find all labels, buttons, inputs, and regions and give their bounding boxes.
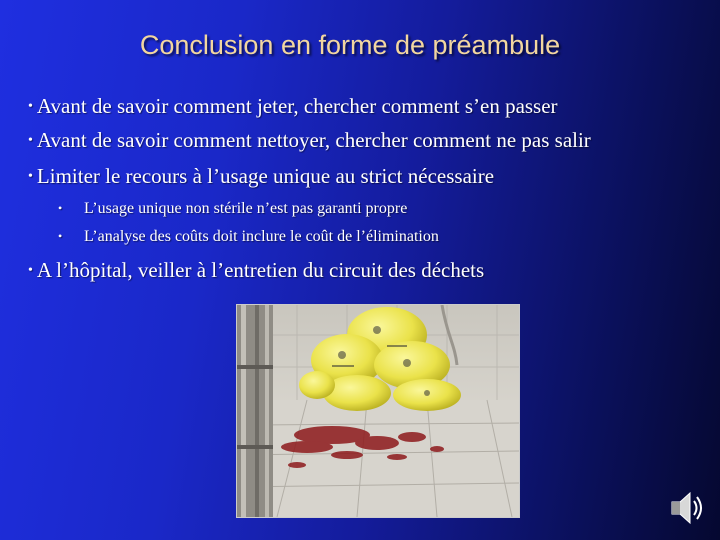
bullet-item: [28, 94, 558, 119]
sub-bullet-text: L’analyse des coûts doit inclure le coût de l’élimination: [84, 228, 439, 245]
bullet-item: [28, 164, 494, 189]
bullet-text: Avant de savoir comment nettoyer, chercher comment ne pas salir: [36, 128, 591, 152]
bullet-glyph: •: [28, 169, 33, 184]
sub-bullet-glyph: •: [58, 229, 63, 243]
bullet-glyph: •: [28, 133, 33, 148]
sub-bullet-item: [58, 200, 407, 218]
speaker-icon[interactable]: [668, 488, 708, 528]
bullet-text: A l’hôpital, veiller à l’entretien du circuit des déchets: [36, 258, 485, 282]
waste-bags-photo: [236, 304, 520, 518]
bullet-glyph: •: [28, 99, 33, 114]
bullet-text: Avant de savoir comment jeter, chercher comment s’en passer: [36, 94, 558, 118]
slide-title: Conclusion en forme de préambule: [139, 30, 561, 60]
bullet-item: [28, 258, 484, 283]
photo-illustration: [237, 305, 519, 517]
bullet-glyph: •: [28, 263, 33, 278]
bullet-item: [28, 128, 591, 153]
sub-bullet-glyph: •: [58, 201, 63, 215]
sub-bullet-text: L’usage unique non stérile n’est pas garanti propre: [84, 200, 408, 217]
sub-bullet-item: [58, 228, 439, 246]
bullet-text: Limiter le recours à l’usage unique au strict nécessaire: [36, 164, 495, 188]
